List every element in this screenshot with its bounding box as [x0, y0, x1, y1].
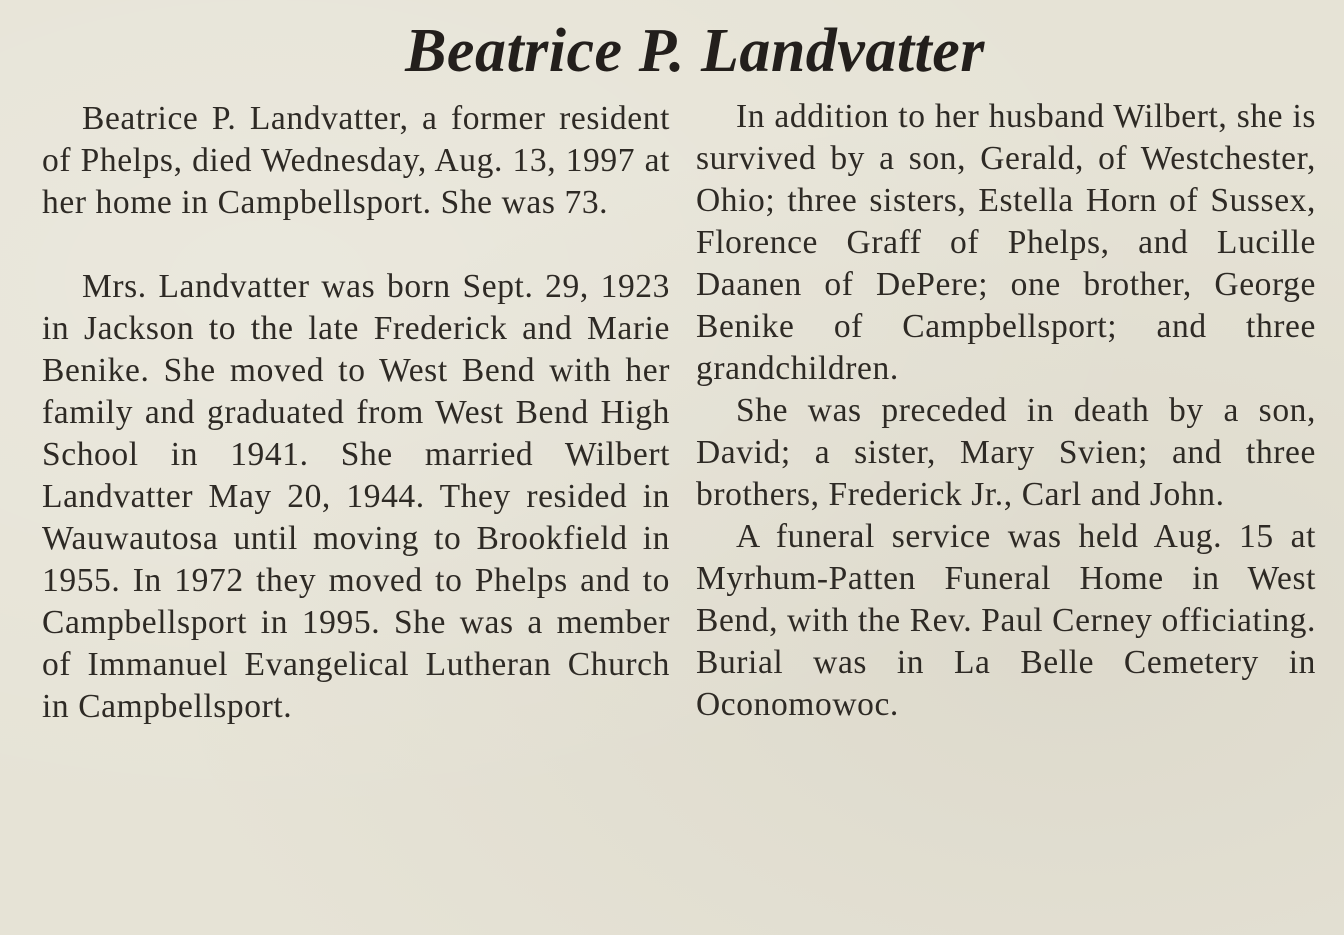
right-column: [696, 96, 1316, 726]
paragraph-preceded: She was preceded in death by a son, David; a sister, Mary Svien; and three brothers, Frederick Jr., Carl and John.: [696, 392, 1316, 513]
left-column: [42, 98, 670, 728]
obituary-title: Beatrice P. Landvatter: [405, 17, 985, 85]
paragraph-funeral: A funeral service was held Aug. 15 at Myrhum-Patten Funeral Home in West Bend, with the Rev. Paul Cerney officiating. Burial was in La Belle Cemetery in Oconomowoc.: [696, 518, 1316, 723]
paragraph-death-notice: Beatrice P. Landvatter, a former resident of Phelps, died Wednesday, Aug. 13, 1997 at her home in Campbellsport. She was 73.: [42, 100, 670, 221]
paragraph-biography: Mrs. Landvatter was born Sept. 29, 1923 in Jackson to the late Frederick and Marie Benike. She moved to West Bend with her family and graduated from West Bend High School in 1941. She married Wilbert Landvatter May 20, 1944. They resided in Wauwautosa until moving to Brookfield in 1955. In 1972 they moved to Phelps and to Campbellsport in 1995. She was a member of Immanuel Evangelical Lutheran Church in Campbellsport.: [42, 268, 670, 725]
paragraph-survivors: In addition to her husband Wilbert, she is survived by a son, Gerald, of Westchester, Ohio; three sisters, Estella Horn of Sussex, Florence Graff of Phelps, and Lucille Daanen of DePere; one brother, George Benike of Campbellsport; and three grandchildren.: [696, 98, 1316, 387]
